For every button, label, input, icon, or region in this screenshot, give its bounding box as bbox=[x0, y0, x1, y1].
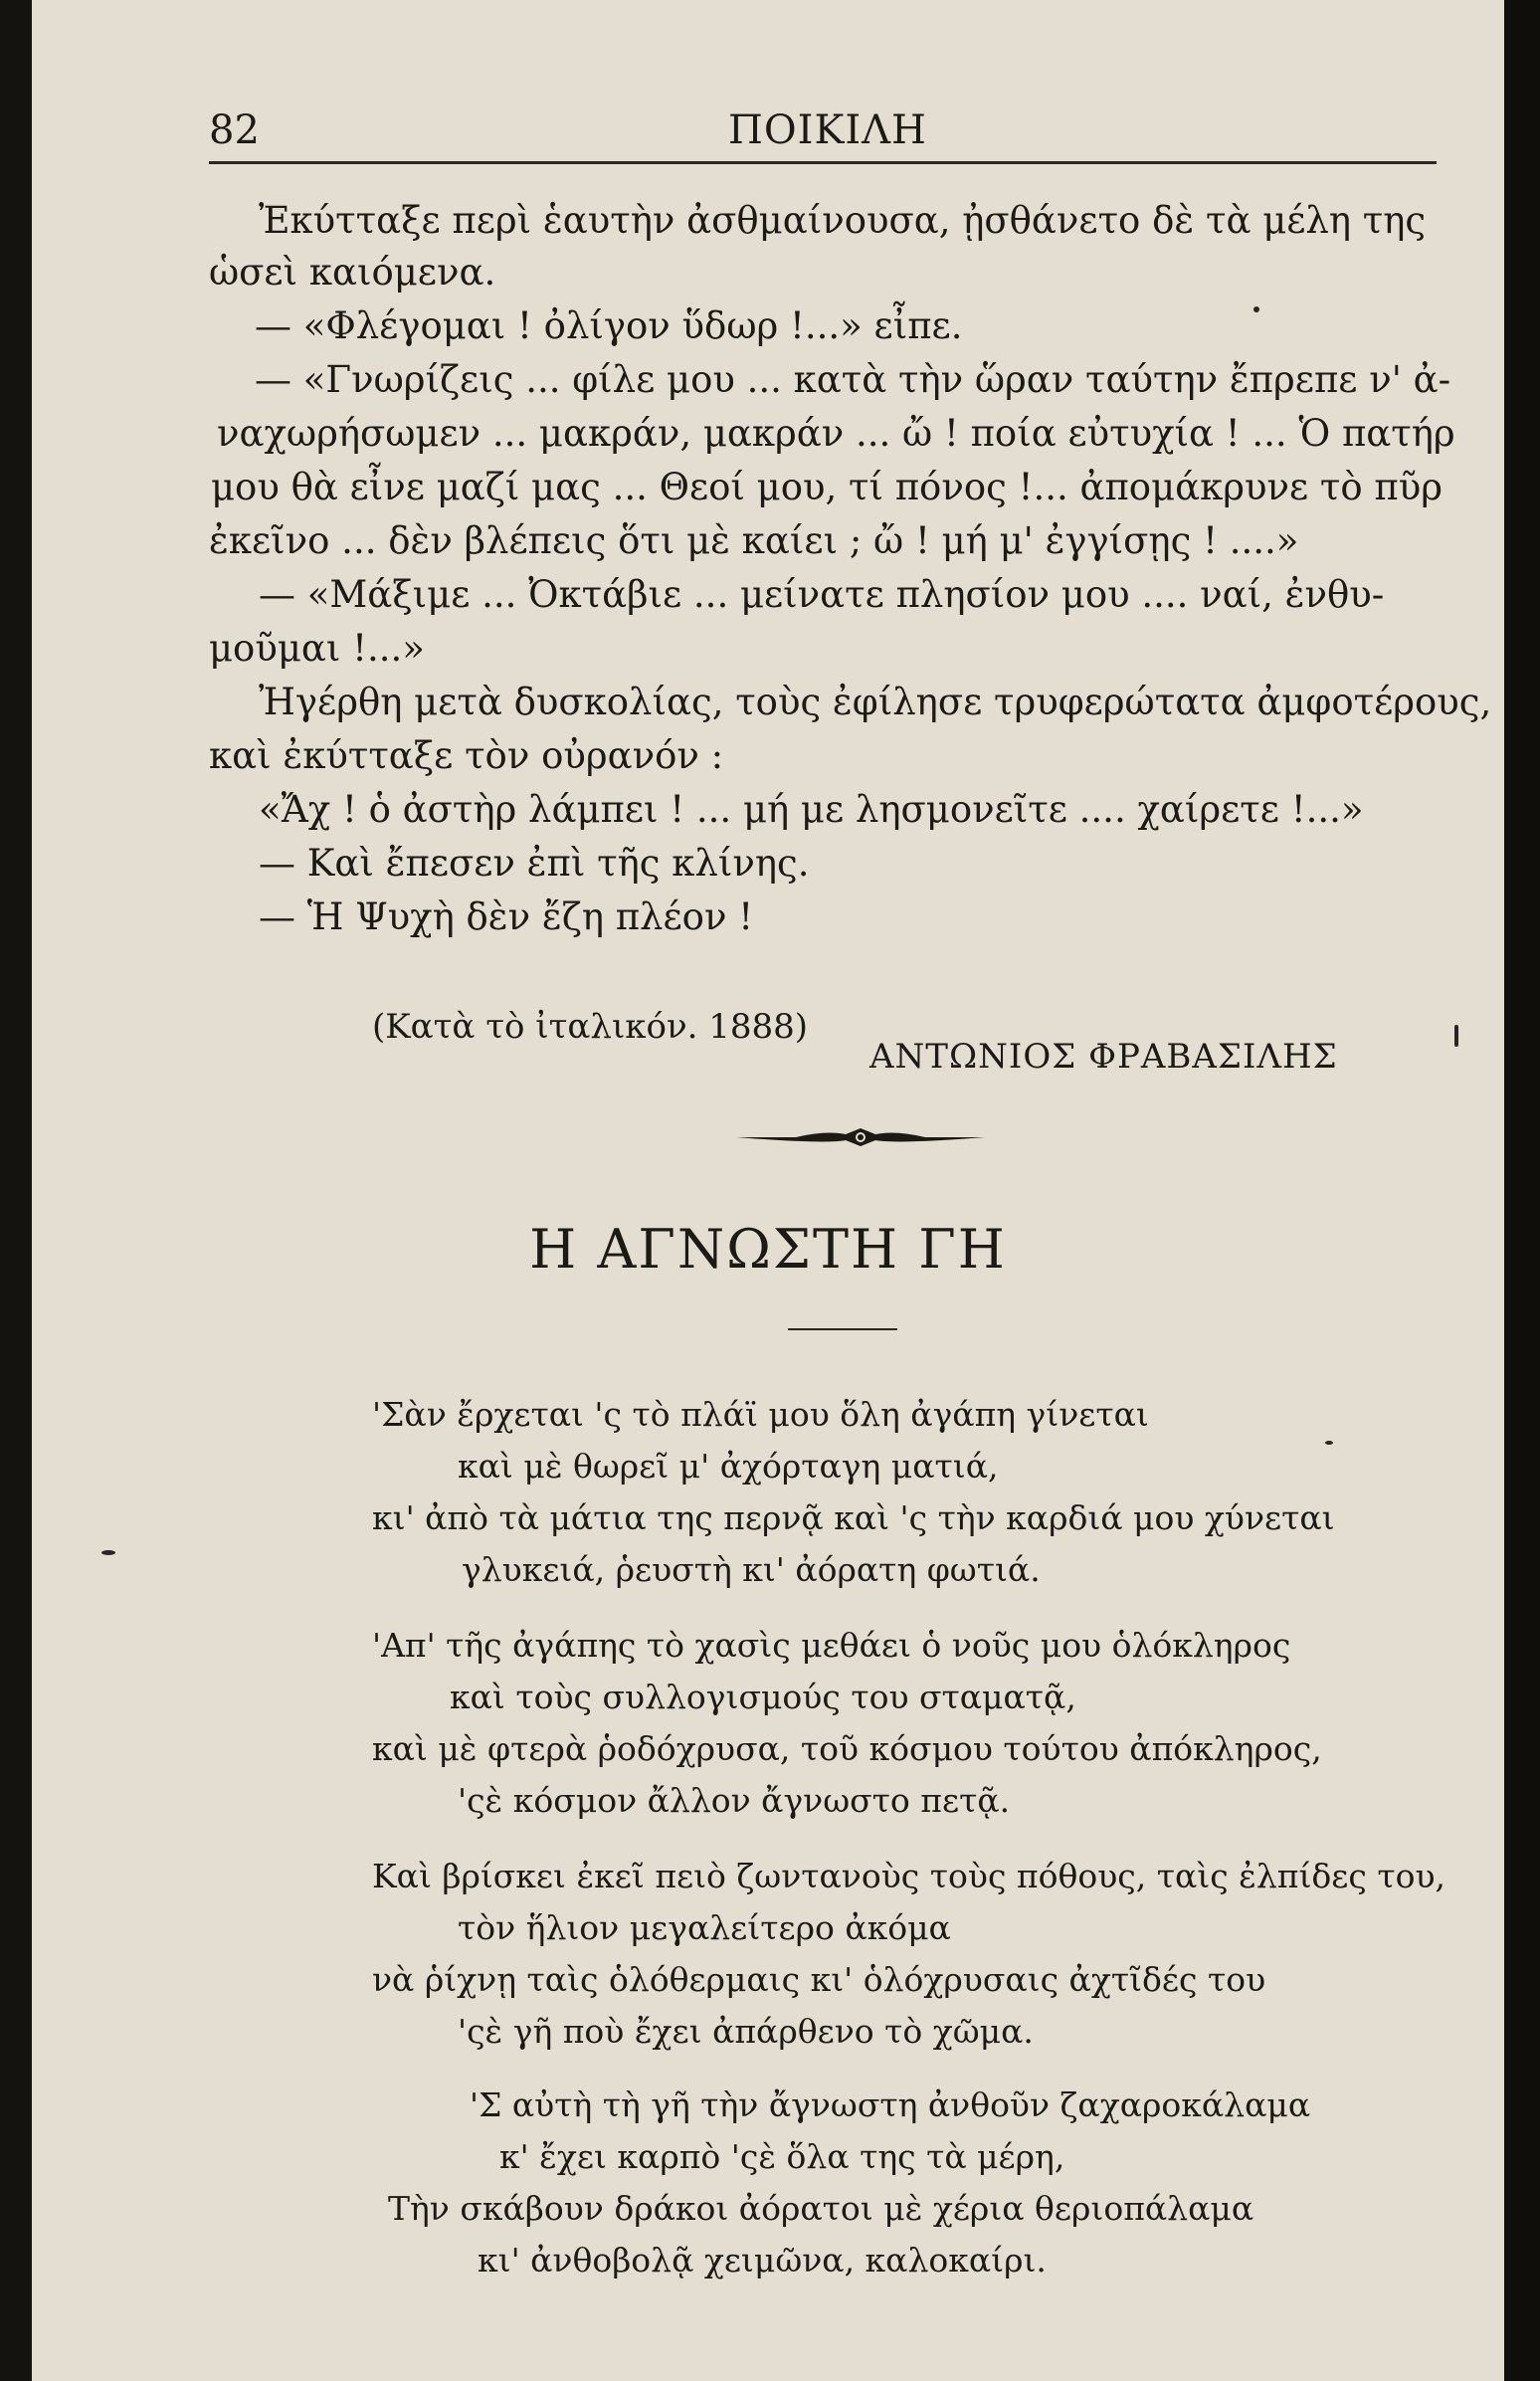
prose-line: — Ἡ Ψυχὴ δὲν ἔζη πλέον ! bbox=[259, 895, 754, 938]
verse-line: καὶ τοὺς συλλογισμούς του σταματᾷ, bbox=[450, 1678, 1076, 1716]
verse-line: 'ςὲ γῆ ποὺ ἔχει ἀπάρθενο τὸ χῶμα. bbox=[458, 2012, 1034, 2051]
verse-line: Τὴν σκάβουν δράκοι ἀόρατοι μὲ χέρια θεριοπάλαμα bbox=[388, 2189, 1254, 2228]
verse-line: 'Απ' τῆς ἀγάπης τὸ χασὶς μεθάει ὁ νοῦς μου ὁλόκληρος bbox=[372, 1626, 1291, 1665]
prose-line: «Ἄχ ! ὁ ἀστὴρ λάμπει ! ... μή με λησμονεῖτε .... χαίρετε !...» bbox=[259, 788, 1364, 831]
prose-line: — «Γνωρίζεις ... φίλε μου ... κατὰ τὴν ὥραν ταύτην ἔπρεπε ν' ἀ- bbox=[255, 358, 1451, 401]
verse-line: κ' ἔχει καρπὸ 'ςὲ ὅλα της τὰ μέρη, bbox=[499, 2137, 1065, 2176]
verse-line: νὰ ῥίχνῃ ταὶς ὁλόθερμαις κι' ὁλόχρυσαις ἀχτῖδές του bbox=[372, 1960, 1266, 1999]
paper-speck bbox=[1325, 1441, 1333, 1445]
paper-speck bbox=[101, 1550, 115, 1555]
prose-line: μοῦμαι !...» bbox=[209, 627, 425, 670]
author-name: ΑΝΤΩΝΙΟΣ ΦΡΑΒΑΣΙΛΗΣ bbox=[869, 1037, 1338, 1077]
paper-speck bbox=[1454, 1025, 1458, 1047]
prose-line: Ἠγέρθη μετὰ δυσκολίας, τοὺς ἐφίλησε τρυφερώτατα ἀμφοτέρους, bbox=[259, 681, 1492, 723]
verse-line: κι' ἀπὸ τὰ μάτια της περνᾷ καὶ 'ς τὴν καρδιά μου χύνεται bbox=[372, 1498, 1335, 1537]
prose-line: — Καὶ ἔπεσεν ἐπὶ τῆς κλίνης. bbox=[259, 842, 810, 885]
prose-line: ὡσεὶ καιόμενα. bbox=[209, 251, 496, 294]
verse-line: κι' ἀνθοβολᾷ χειμῶνα, καλοκαίρι. bbox=[478, 2241, 1047, 2280]
source-note: (Κατὰ τὸ ἰταλικόν. 1888) bbox=[372, 1007, 809, 1047]
running-head: ΠΟΙΚΙΛΗ bbox=[728, 107, 927, 153]
header-rule bbox=[209, 161, 1437, 164]
prose-line: μου θὰ εἶνε μαζί μας ... Θεοί μου, τί πόνος !... ἀπομάκρυνε τὸ πῦρ bbox=[211, 466, 1443, 508]
prose-line: — «Μάξιμε ... Ὀκτάβιε ... μείνατε πλησίον μου .... ναί, ἐνθυ- bbox=[259, 573, 1385, 616]
prose-line: ναχωρήσωμεν ... μακράν, μακράν ... ὤ ! ποία εὐτυχία ! ... Ὁ πατήρ bbox=[217, 412, 1455, 455]
verse-line: 'Σὰν ἔρχεται 'ς τὸ πλάϊ μου ὅλη ἀγάπη γίνεται bbox=[372, 1395, 1149, 1434]
verse-line: γλυκειά, ῥευστὴ κι' ἀόρατη φωτιά. bbox=[462, 1550, 1041, 1589]
verse-line: καὶ μὲ θωρεῖ μ' ἀχόρταγη ματιά, bbox=[458, 1447, 999, 1486]
prose-line: καὶ ἐκύτταξε τὸν οὐρανόν : bbox=[209, 734, 724, 777]
verse-line: Καὶ βρίσκει ἐκεῖ πειὸ ζωντανοὺς τοὺς πόθους, ταὶς ἐλπίδες του, bbox=[372, 1857, 1446, 1895]
poem-title: Η ΑΓΝΩΣΤΗ ΓΗ bbox=[529, 1218, 1007, 1281]
title-rule bbox=[788, 1328, 897, 1330]
verse-line: καὶ μὲ φτερὰ ῥοδόχρυσα, τοῦ κόσμου τούτου ἀπόκληρος, bbox=[372, 1729, 1322, 1768]
prose-line: ἐκεῖνο ... δὲν βλέπεις ὅτι μὲ καίει ; ὤ ! μή μ' ἐγγίσῃς ! ....» bbox=[209, 519, 1299, 562]
prose-line: — «Φλέγομαι ! ὀλίγον ὕδωρ !...» εἶπε. bbox=[255, 304, 963, 347]
ornament-divider bbox=[736, 1122, 985, 1152]
verse-line: 'Σ αὐτὴ τὴ γῆ τὴν ἄγνωστη ἀνθοῦν ζαχαροκάλαμα bbox=[470, 2085, 1311, 2124]
book-spine-shadow bbox=[1504, 0, 1540, 2381]
page-number: 82 bbox=[209, 107, 260, 153]
verse-line: τὸν ἥλιον μεγαλείτερο ἀκόμα bbox=[458, 1908, 951, 1947]
prose-line: Ἐκύτταξε περὶ ἑαυτὴν ἀσθμαίνουσα, ᾐσθάνετο δὲ τὰ μέλη της bbox=[259, 199, 1427, 242]
book-page bbox=[32, 0, 1504, 2381]
paper-speck bbox=[1253, 306, 1259, 312]
verse-line: 'ςὲ κόσμον ἄλλον ἄγνωστο πετᾷ. bbox=[458, 1781, 1011, 1820]
